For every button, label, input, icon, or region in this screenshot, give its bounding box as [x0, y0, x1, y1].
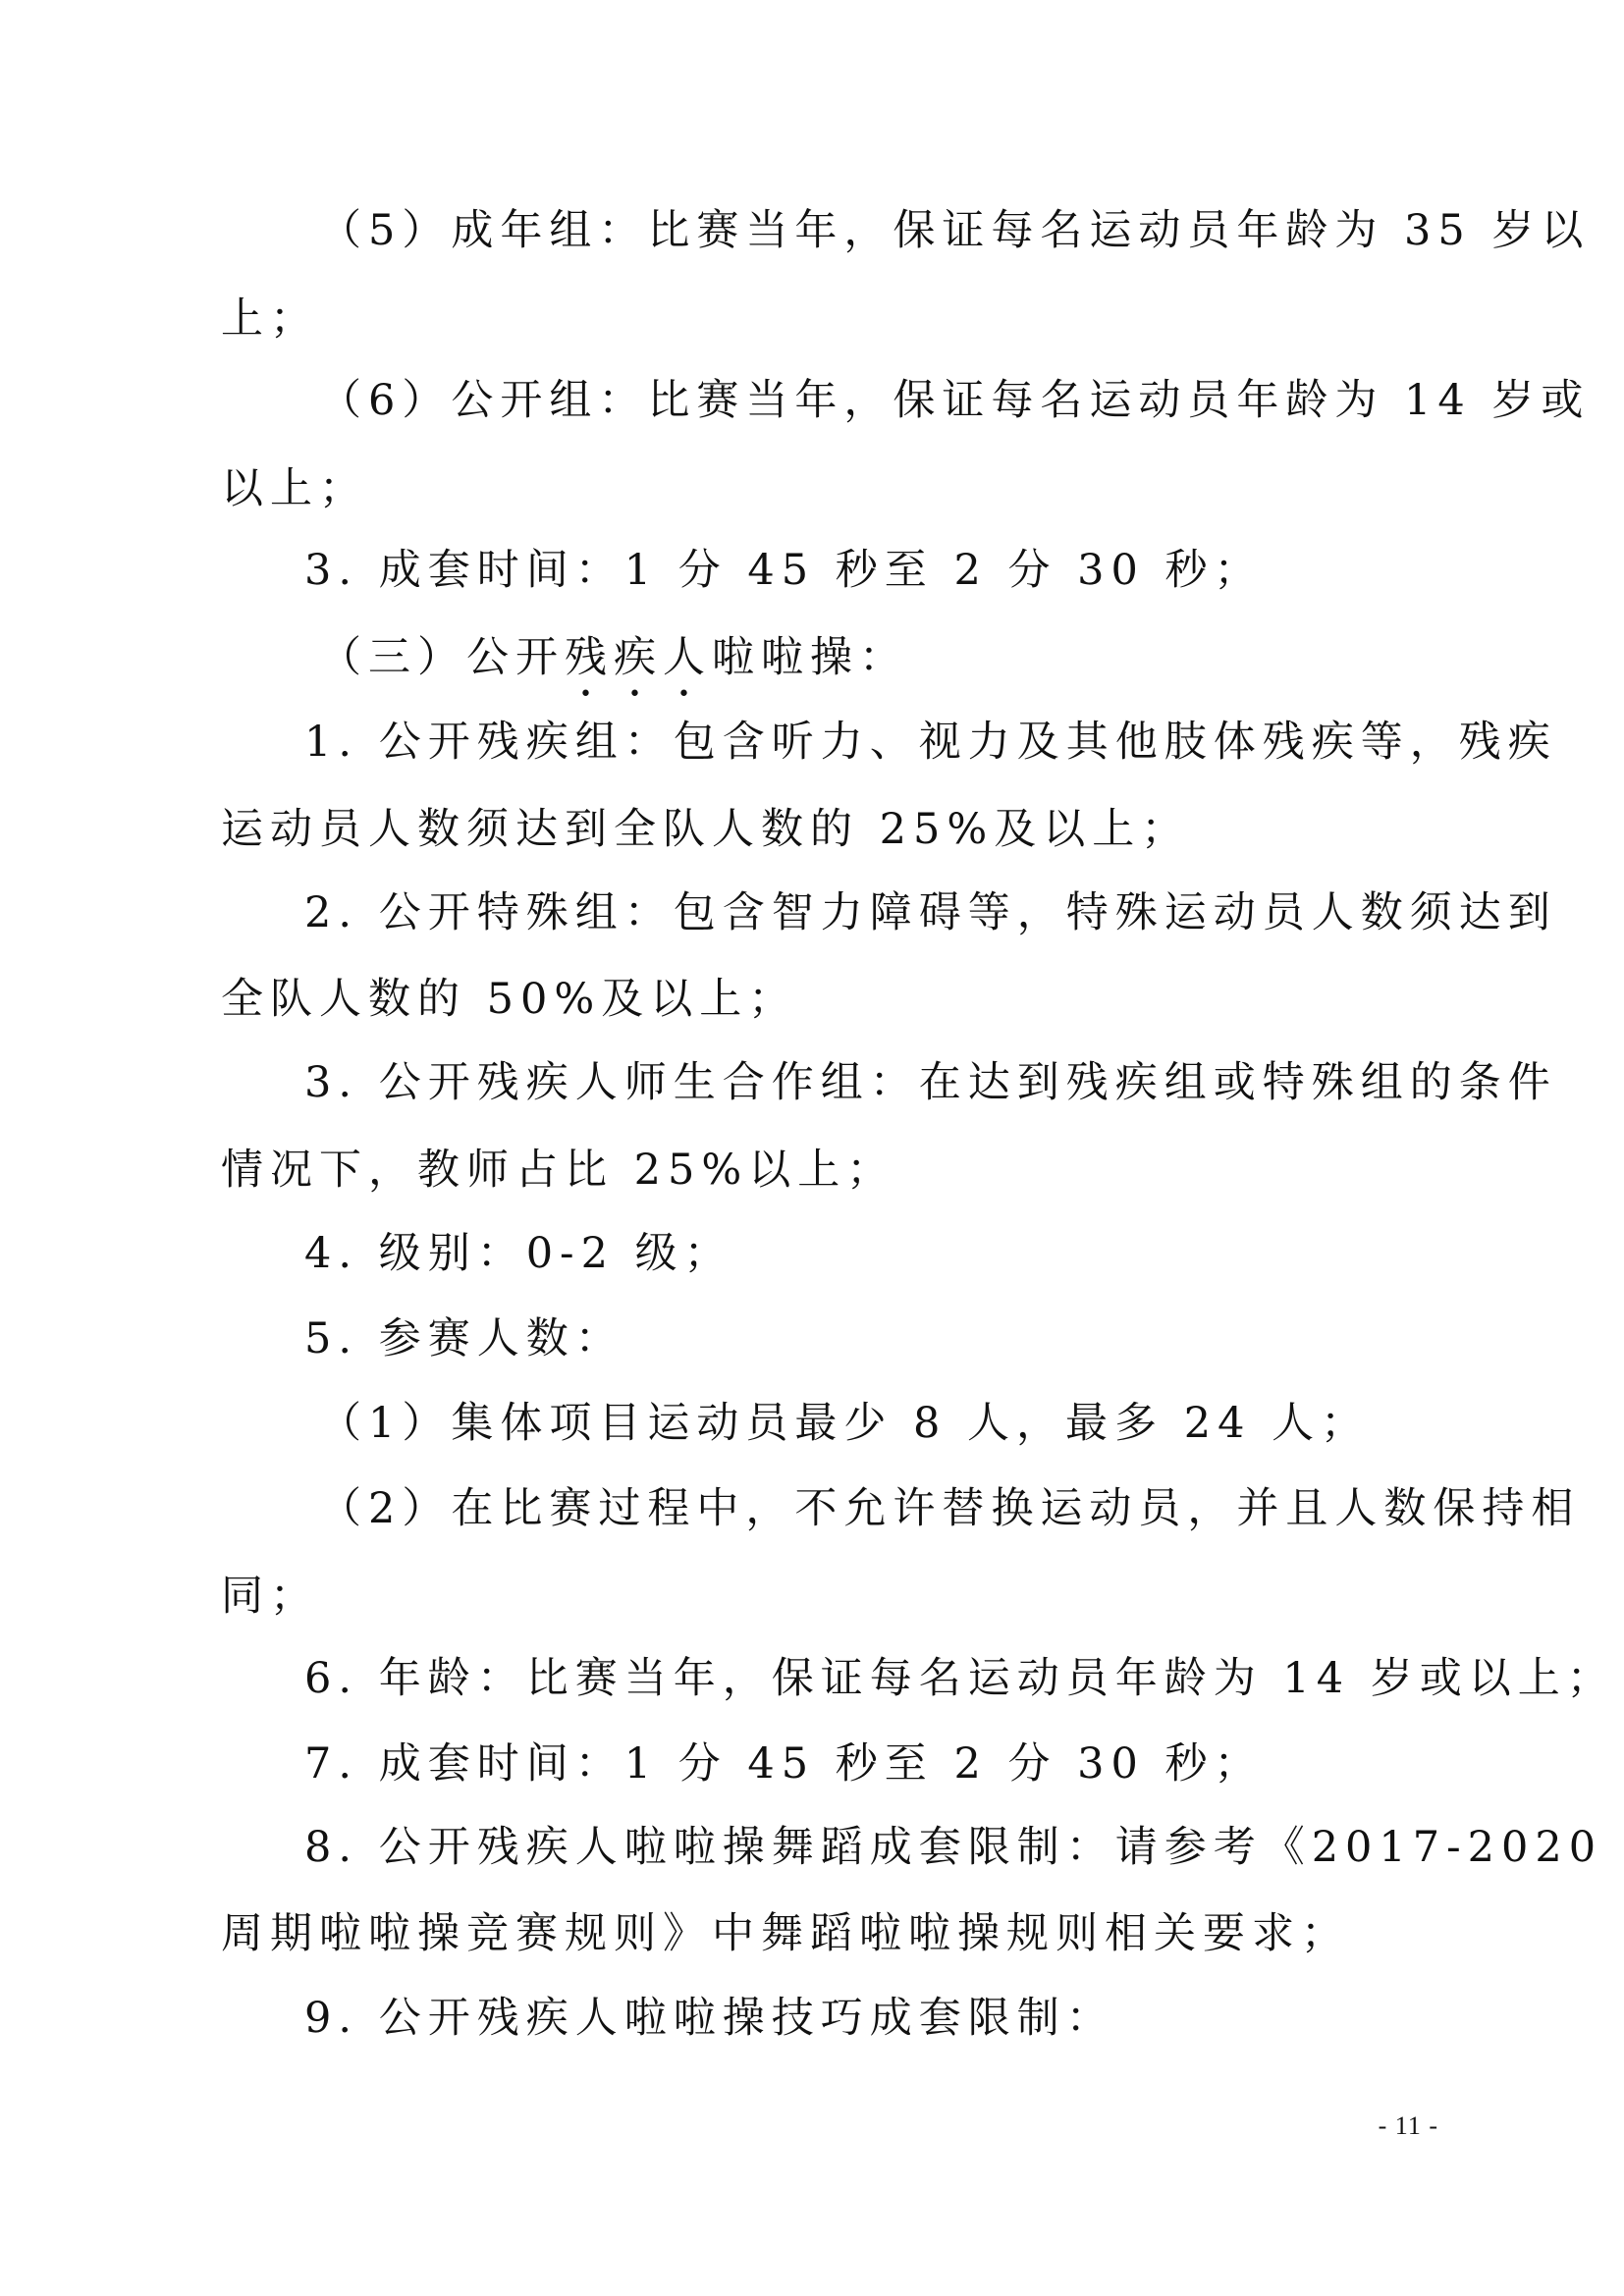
text-line: 以上； — [221, 464, 368, 513]
text-line: 同； — [221, 1572, 319, 1621]
text-line: （6）公开组：比赛当年，保证每名运动员年龄为 14 岁或 — [319, 376, 1591, 425]
text-line: 全队人数的 50%及以上； — [221, 975, 798, 1024]
page-number: - 11 - — [1378, 2111, 1438, 2140]
heading-text-end: 啦啦操： — [712, 633, 908, 682]
text-line: 情况下，教师占比 25%以上； — [221, 1146, 896, 1195]
text-line: 3. 公开残疾人师生合作组：在达到残疾组或特殊组的条件 — [304, 1058, 1557, 1107]
text-line: 运动员人数须达到全队人数的 25%及以上； — [221, 805, 1191, 854]
text-line: 上； — [221, 294, 319, 344]
text-line: （1）集体项目运动员最少 8 人，最多 24 人； — [319, 1399, 1371, 1448]
emphasized-text: 残疾人 — [565, 633, 712, 682]
text-line: 4. 级别：0-2 级； — [304, 1229, 733, 1278]
section-heading — [0, 628, 1624, 707]
text-line: 周期啦啦操竞赛规则》中舞蹈啦啦操规则相关要求； — [221, 1909, 1350, 1958]
text-line: 8. 公开残疾人啦啦操舞蹈成套限制：请参考《2017-2020 — [304, 1823, 1603, 1872]
heading-text-start: （三）公开 — [319, 633, 565, 682]
text-line: （5）成年组：比赛当年，保证每名运动员年龄为 35 岁以 — [319, 206, 1591, 255]
text-line: （2）在比赛过程中，不允许替换运动员，并且人数保持相 — [319, 1484, 1581, 1533]
text-line: 5. 参赛人数： — [304, 1314, 624, 1363]
text-line: 9. 公开残疾人啦啦操技巧成套限制： — [304, 1994, 1115, 2043]
text-line: 6. 年龄：比赛当年，保证每名运动员年龄为 14 岁或以上； — [304, 1654, 1616, 1703]
text-line: 2. 公开特殊组：包含智力障碍等，特殊运动员人数须达到 — [304, 888, 1557, 937]
text-line: 7. 成套时间：1 分 45 秒至 2 分 30 秒； — [304, 1739, 1264, 1789]
text-line: 1. 公开残疾组：包含听力、视力及其他肢体残疾等，残疾 — [304, 718, 1557, 767]
text-line: 3. 成套时间：1 分 45 秒至 2 分 30 秒； — [304, 546, 1264, 595]
